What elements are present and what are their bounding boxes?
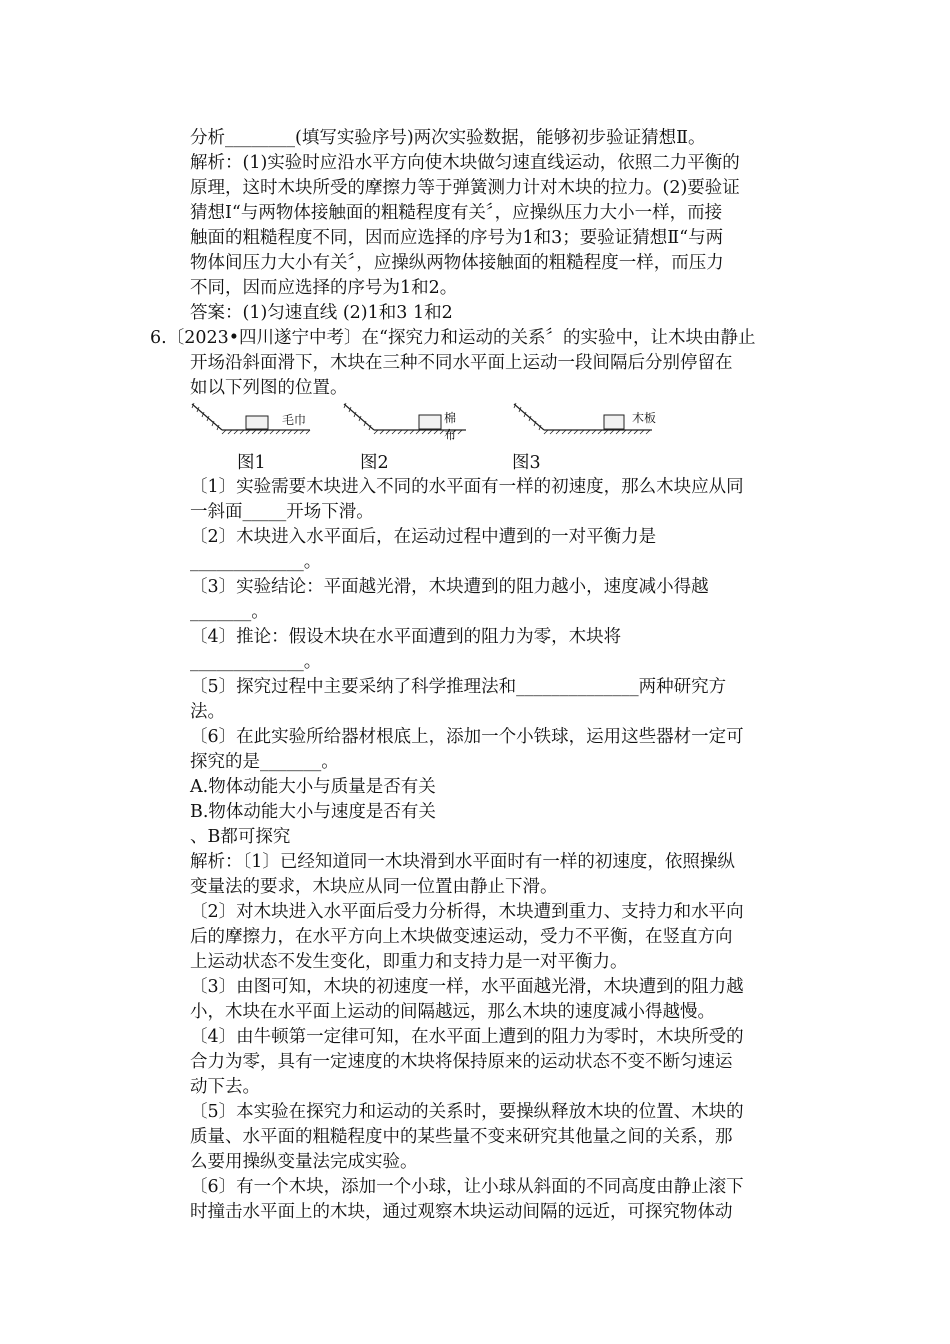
question-heading: 6.〔2023•四川遂宁中考〕在“探究力和运动的关系〞的实验中，让木块由静止 [150, 328, 756, 348]
text-line: _______。 [190, 602, 269, 622]
text-line: 物体间压力大小有关〞，应操纵两物体接触面的粗糙程度一样，而压力 [190, 253, 724, 273]
text-line: _____________。 [190, 652, 322, 672]
text-line: 〔4〕由牛顿第一定律可知，在水平面上遭到的阻力为零时，木块所受的 [190, 1027, 744, 1047]
figure-1 [190, 400, 315, 436]
wood-block [604, 415, 624, 429]
option-line: 、B都可探究 [190, 827, 291, 847]
text-line: 如以下列图的位置。 [190, 378, 348, 398]
text-line: 〔3〕实验结论：平面越光滑，木块遭到的阻力越小，速度减小得越 [190, 577, 709, 597]
text-line: 猜想Ⅰ“与两物体接触面的粗糙程度有关〞，应操纵压力大小一样，而接 [190, 203, 723, 223]
surface-label: 毛巾 [282, 413, 307, 427]
text-line: 触面的粗糙程度不同，因而应选择的序号为1和3；要验证猜想Ⅱ“与两 [190, 228, 724, 248]
figure-caption: 图2 [360, 453, 389, 473]
text-line: 上运动状态不发生变化，即重力和支持力是一对平衡力。 [190, 952, 628, 972]
text-line: 〔2〕对木块进入水平面后受力分析得，木块遭到重力、支持力和水平向 [190, 902, 744, 922]
text-line: 一斜面_____开场下滑。 [190, 502, 374, 522]
text-line: 后的摩擦力，在水平方向上木块做变速运动，受力不平衡，在竖直方向 [190, 927, 733, 947]
figure-3 [512, 400, 662, 436]
text-line: 解析：〔1〕已经知道同一木块滑到水平面时有一样的初速度，依照操纵 [190, 852, 735, 872]
surface-label: 棉布 [444, 411, 457, 442]
text-line: 〔3〕由图可知，木块的初速度一样，水平面越光滑，木块遭到的阻力越 [190, 977, 744, 997]
text-line: 〔2〕木块进入水平面后，在运动过程中遭到的一对平衡力是 [190, 527, 657, 547]
text-line: 〔5〕本实验在探究力和运动的关系时，要操纵释放木块的位置、木块的 [190, 1102, 744, 1122]
surface-label: 木板 [632, 411, 657, 425]
text-line: 小，木块在水平面上运动的间隔越远，那么木块的速度减小得越慢。 [190, 1002, 715, 1022]
figure-caption: 图1 [237, 453, 266, 473]
text-line: 原理，这时木块所受的摩擦力等于弹簧测力计对木块的拉力。(2)要验证 [190, 178, 740, 198]
text-line: 〔1〕实验需要木块进入不同的水平面有一样的初速度，那么木块应从同 [190, 477, 744, 497]
text-line: _____________。 [190, 552, 322, 572]
text-line: 〔6〕有一个木块，添加一个小球，让小球从斜面的不同高度由静止滚下 [190, 1177, 744, 1197]
text-line: 探究的是_______。 [190, 752, 339, 772]
text-line: 〔6〕在此实验所给器材根底上，添加一个小铁球，运用这些器材一定可 [190, 727, 744, 747]
option-line: B.物体动能大小与速度是否有关 [190, 802, 436, 822]
text-line: 〔4〕推论：假设木块在水平面遭到的阻力为零，木块将 [190, 627, 622, 647]
option-line: A.物体动能大小与质量是否有关 [190, 777, 436, 797]
wood-block [419, 415, 441, 429]
text-line: 分析________(填写实验序号)两次实验数据，能够初步验证猜想Ⅱ。 [190, 128, 706, 148]
text-line: 时撞击水平面上的木块，通过观察木块运动间隔的远近，可探究物体动 [190, 1202, 733, 1222]
text-line: 动下去。 [190, 1077, 260, 1097]
answer-line: 答案：(1)匀速直线 (2)1和3 1和2 [190, 303, 453, 323]
wood-block [246, 416, 268, 429]
text-line: 合力为零，具有一定速度的木块将保持原来的运动状态不变不断匀速运 [190, 1052, 733, 1072]
text-line: 开场沿斜面滑下，木块在三种不同水平面上运动一段间隔后分别停留在 [190, 353, 733, 373]
text-line: 质量、水平面的粗糙程度中的某些量不变来研究其他量之间的关系，那 [190, 1127, 733, 1147]
text-line: 法。 [190, 702, 225, 722]
text-line: 变量法的要求，木块应从同一位置由静止下滑。 [190, 877, 558, 897]
text-line: 〔5〕探究过程中主要采纳了科学推理法和______________两种研究方 [190, 677, 727, 697]
text-line: 么要用操纵变量法完成实验。 [190, 1152, 418, 1172]
text-line: 解析：(1)实验时应沿水平方向使木块做匀速直线运动，依照二力平衡的 [190, 153, 740, 173]
figure-caption: 图3 [512, 453, 541, 473]
text-line: 不同，因而应选择的序号为1和2。 [190, 278, 458, 298]
figure-2 [342, 400, 467, 442]
